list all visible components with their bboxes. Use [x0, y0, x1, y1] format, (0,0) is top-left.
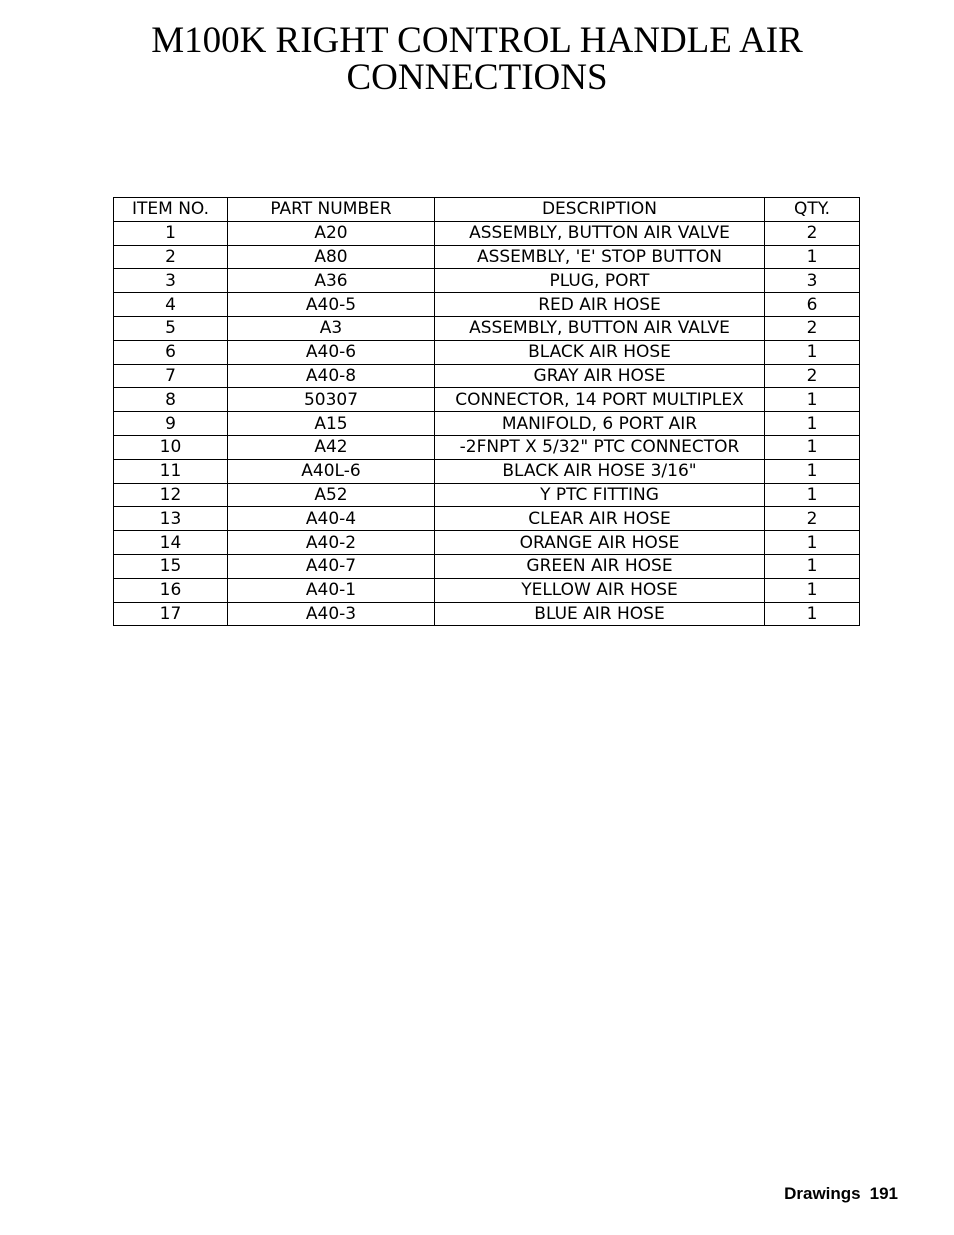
cell-description: ASSEMBLY, BUTTON AIR VALVE	[435, 316, 765, 340]
cell-item-no: 16	[114, 578, 228, 602]
cell-item-no: 11	[114, 459, 228, 483]
cell-description: BLACK AIR HOSE 3/16"	[435, 459, 765, 483]
cell-part-number: 50307	[228, 388, 435, 412]
cell-description: ASSEMBLY, 'E' STOP BUTTON	[435, 245, 765, 269]
page-footer	[775, 1184, 898, 1204]
cell-description: Y PTC FITTING	[435, 483, 765, 507]
table-row	[114, 459, 860, 483]
parts-table	[113, 197, 860, 626]
cell-description: BLACK AIR HOSE	[435, 340, 765, 364]
cell-description: MANIFOLD, 6 PORT AIR	[435, 412, 765, 436]
cell-description: YELLOW AIR HOSE	[435, 578, 765, 602]
cell-item-no: 6	[114, 340, 228, 364]
page-title	[0, 22, 954, 96]
cell-part-number: A40-5	[228, 293, 435, 317]
page-number: 191	[869, 1184, 898, 1203]
cell-item-no: 12	[114, 483, 228, 507]
cell-description: -2FNPT X 5/32" PTC CONNECTOR	[435, 435, 765, 459]
cell-part-number: A40-1	[228, 578, 435, 602]
cell-qty: 1	[765, 435, 860, 459]
cell-item-no: 15	[114, 554, 228, 578]
table-row	[114, 412, 860, 436]
table-row	[114, 293, 860, 317]
cell-qty: 1	[765, 602, 860, 626]
cell-description: ORANGE AIR HOSE	[435, 531, 765, 555]
cell-part-number: A40-8	[228, 364, 435, 388]
table-row	[114, 388, 860, 412]
cell-qty: 1	[765, 245, 860, 269]
cell-part-number: A20	[228, 221, 435, 245]
table-row	[114, 221, 860, 245]
header-description: DESCRIPTION	[435, 198, 765, 222]
cell-part-number: A80	[228, 245, 435, 269]
cell-part-number: A40-7	[228, 554, 435, 578]
cell-description: CLEAR AIR HOSE	[435, 507, 765, 531]
cell-item-no: 17	[114, 602, 228, 626]
cell-description: ASSEMBLY, BUTTON AIR VALVE	[435, 221, 765, 245]
cell-item-no: 3	[114, 269, 228, 293]
cell-qty: 2	[765, 364, 860, 388]
cell-item-no: 10	[114, 435, 228, 459]
table-row	[114, 554, 860, 578]
cell-qty: 2	[765, 221, 860, 245]
cell-qty: 1	[765, 554, 860, 578]
cell-item-no: 5	[114, 316, 228, 340]
cell-description: CONNECTOR, 14 PORT MULTIPLEX	[435, 388, 765, 412]
table-row	[114, 364, 860, 388]
cell-item-no: 14	[114, 531, 228, 555]
header-part-number: PART NUMBER	[228, 198, 435, 222]
cell-part-number: A40-4	[228, 507, 435, 531]
cell-qty: 1	[765, 388, 860, 412]
header-item-no: ITEM NO.	[114, 198, 228, 222]
table-row	[114, 316, 860, 340]
cell-qty: 6	[765, 293, 860, 317]
cell-description: RED AIR HOSE	[435, 293, 765, 317]
cell-part-number: A40-2	[228, 531, 435, 555]
cell-qty: 1	[765, 578, 860, 602]
cell-part-number: A42	[228, 435, 435, 459]
table-row	[114, 483, 860, 507]
cell-item-no: 9	[114, 412, 228, 436]
table-header-row	[114, 198, 860, 222]
cell-qty: 2	[765, 507, 860, 531]
cell-part-number: A15	[228, 412, 435, 436]
cell-qty: 1	[765, 483, 860, 507]
cell-qty: 2	[765, 316, 860, 340]
cell-qty: 3	[765, 269, 860, 293]
table-row	[114, 245, 860, 269]
header-qty: QTY.	[765, 198, 860, 222]
cell-part-number: A40-6	[228, 340, 435, 364]
cell-qty: 1	[765, 412, 860, 436]
cell-part-number: A40L-6	[228, 459, 435, 483]
page-title-line-1: M100K RIGHT CONTROL HANDLE AIR	[151, 20, 803, 61]
cell-item-no: 7	[114, 364, 228, 388]
cell-part-number: A40-3	[228, 602, 435, 626]
footer-section-label: Drawings	[784, 1184, 861, 1203]
cell-item-no: 2	[114, 245, 228, 269]
table-row	[114, 602, 860, 626]
cell-description: GREEN AIR HOSE	[435, 554, 765, 578]
cell-qty: 1	[765, 340, 860, 364]
table-row	[114, 435, 860, 459]
cell-item-no: 8	[114, 388, 228, 412]
table-row	[114, 578, 860, 602]
table-row	[114, 531, 860, 555]
cell-description: BLUE AIR HOSE	[435, 602, 765, 626]
cell-description: GRAY AIR HOSE	[435, 364, 765, 388]
cell-part-number: A52	[228, 483, 435, 507]
table-row	[114, 269, 860, 293]
table-row	[114, 340, 860, 364]
cell-qty: 1	[765, 459, 860, 483]
cell-item-no: 4	[114, 293, 228, 317]
table-row	[114, 507, 860, 531]
cell-qty: 1	[765, 531, 860, 555]
page-title-line-2: CONNECTIONS	[346, 57, 608, 98]
cell-description: PLUG, PORT	[435, 269, 765, 293]
cell-part-number: A36	[228, 269, 435, 293]
cell-item-no: 1	[114, 221, 228, 245]
cell-item-no: 13	[114, 507, 228, 531]
cell-part-number: A3	[228, 316, 435, 340]
